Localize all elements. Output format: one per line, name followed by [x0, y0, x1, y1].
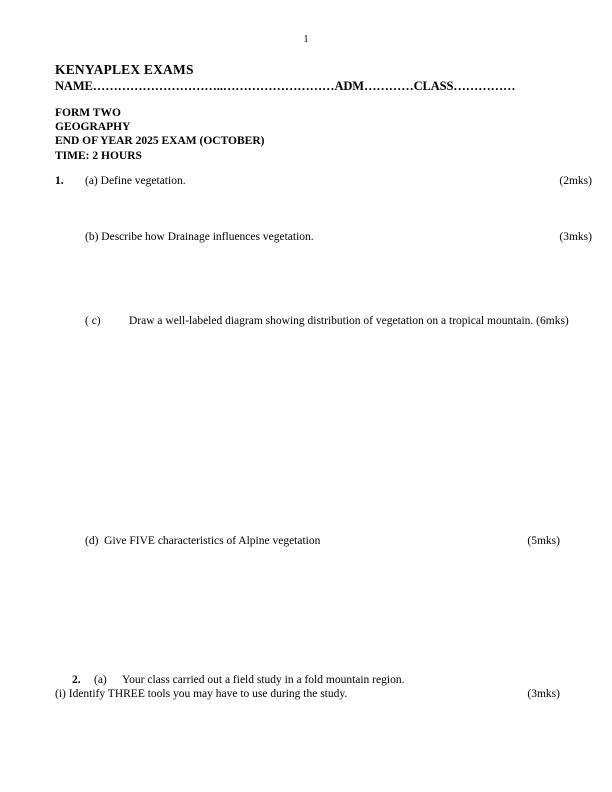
question-1d-text: (d) Give FIVE characteristics of Alpine vegetation [85, 535, 321, 547]
question-1a-marks: (2mks) [559, 175, 592, 187]
question-1-number: 1. [55, 175, 64, 187]
question-1b-text: (b) Describe how Drainage influences vegetation. [85, 231, 314, 243]
question-1-part-c [85, 314, 595, 329]
subject-label: GEOGRAPHY [55, 121, 131, 134]
paper-meta-block [55, 106, 485, 163]
question-1-part-a [55, 174, 555, 189]
exam-label: END OF YEAR 2025 EXAM (OCTOBER) [55, 135, 265, 148]
question-2a-text: Your class carried out a field study in a fold mountain region. [122, 674, 405, 686]
page-number: 1 [303, 34, 309, 45]
question-1-part-d [85, 534, 485, 549]
question-2a-label: (a) [94, 674, 107, 686]
question-2-part-a [72, 673, 502, 688]
masthead [55, 62, 575, 94]
question-1d-marks: (5mks) [527, 535, 560, 547]
exam-title: KENYAPLEX EXAMS [55, 62, 194, 77]
question-2ai-marks: (3mks) [527, 688, 560, 700]
question-1b-marks: (3mks) [559, 231, 592, 243]
question-1a-text: (a) Define vegetation. [85, 175, 186, 187]
question-2ai-text: (i) Identify THREE tools you may have to use during the study. [55, 688, 348, 700]
form-label: FORM TWO [55, 107, 121, 119]
question-2-part-a-i [55, 687, 485, 702]
name-adm-class-line: NAME…………………………..………………………ADM…………CLASS…………… [55, 79, 516, 93]
time-label: TIME: 2 HOURS [55, 149, 142, 162]
question-1c-label: ( c) [85, 315, 101, 327]
question-1c-text: Draw a well-labeled diagram showing distribution of vegetation on a tropical mountain. (6mks) [129, 315, 569, 327]
question-2-number: 2. [72, 674, 81, 686]
question-1-part-b [85, 230, 505, 245]
